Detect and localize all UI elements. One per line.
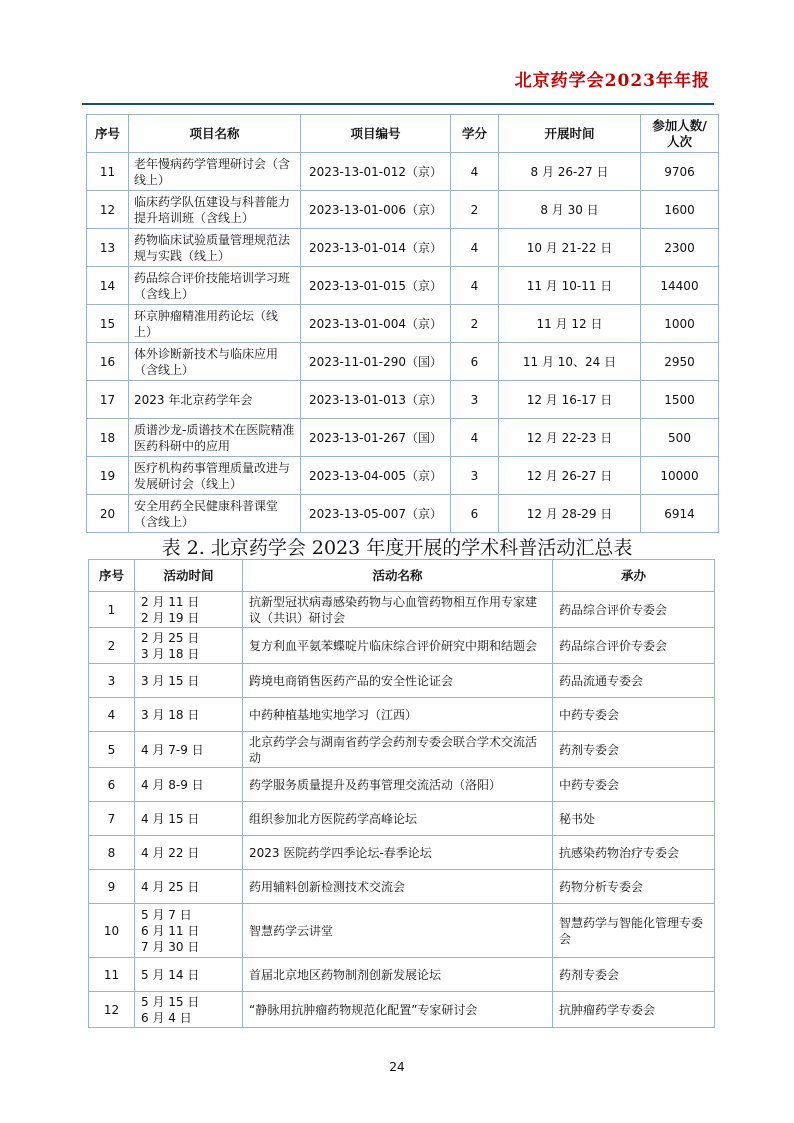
cell-credit: 4 bbox=[451, 153, 499, 191]
date-line: 7 月 30 日 bbox=[141, 939, 200, 954]
cell-organizer: 抗感染药物治疗专委会 bbox=[553, 836, 715, 870]
table-header-row bbox=[87, 115, 719, 153]
cell-no: 13 bbox=[87, 229, 129, 267]
cell-organizer: 药剂专委会 bbox=[553, 958, 715, 992]
col-header-no: 序号 bbox=[89, 560, 135, 592]
cell-activity: 药学服务质量提升及药事管理交流活动（洛阳） bbox=[243, 768, 553, 802]
cell-time: 8 月 30 日 bbox=[499, 191, 641, 229]
cell-credit: 4 bbox=[451, 267, 499, 305]
table-row bbox=[87, 267, 719, 305]
cell-credit: 4 bbox=[451, 229, 499, 267]
cell-no: 9 bbox=[89, 870, 135, 904]
date-line: 5 月 7 日 bbox=[141, 907, 192, 922]
cell-activity: 北京药学会与湖南省药学会药剂专委会联合学术交流活动 bbox=[243, 732, 553, 768]
cell-count: 9706 bbox=[641, 153, 719, 191]
table-row bbox=[89, 802, 715, 836]
date-line: 5 月 15 日 bbox=[141, 994, 200, 1009]
cell-dates bbox=[135, 802, 243, 836]
cell-time: 12 月 26-27 日 bbox=[499, 457, 641, 495]
cell-no: 16 bbox=[87, 343, 129, 381]
cell-no: 11 bbox=[87, 153, 129, 191]
table-row bbox=[89, 992, 715, 1028]
cell-code: 2023-13-01-006（京） bbox=[301, 191, 451, 229]
table-row bbox=[89, 870, 715, 904]
cell-time: 10 月 21-22 日 bbox=[499, 229, 641, 267]
table-row bbox=[87, 419, 719, 457]
table-row bbox=[89, 698, 715, 732]
cell-name: 药物临床试验质量管理规范法规与实践（线上） bbox=[129, 229, 301, 267]
table-row bbox=[89, 732, 715, 768]
cell-credit: 3 bbox=[451, 381, 499, 419]
cell-count: 500 bbox=[641, 419, 719, 457]
cell-organizer: 中药专委会 bbox=[553, 698, 715, 732]
table-row bbox=[87, 343, 719, 381]
col-header-code: 项目编号 bbox=[301, 115, 451, 153]
cell-credit: 6 bbox=[451, 495, 499, 533]
col-header-time: 开展时间 bbox=[499, 115, 641, 153]
cell-time: 11 月 10、24 日 bbox=[499, 343, 641, 381]
cell-name: 临床药学队伍建设与科普能力提升培训班（含线上） bbox=[129, 191, 301, 229]
cell-count: 10000 bbox=[641, 457, 719, 495]
cell-organizer: 中药专委会 bbox=[553, 768, 715, 802]
cell-dates bbox=[135, 904, 243, 958]
cell-activity: 抗新型冠状病毒感染药物与心血管药物相互作用专家建议（共识）研讨会 bbox=[243, 592, 553, 628]
cell-organizer: 抗肿瘤药学专委会 bbox=[553, 992, 715, 1028]
col-header-dates: 活动时间 bbox=[135, 560, 243, 592]
cell-dates bbox=[135, 836, 243, 870]
cell-no: 3 bbox=[89, 664, 135, 698]
date-line: 6 月 11 日 bbox=[141, 923, 200, 938]
cell-name: 医疗机构药事管理质量改进与发展研讨会（线上） bbox=[129, 457, 301, 495]
cell-name: 环京肿瘤精准用药论坛（线上） bbox=[129, 305, 301, 343]
table-row bbox=[89, 958, 715, 992]
cell-credit: 3 bbox=[451, 457, 499, 495]
cell-dates bbox=[135, 628, 243, 664]
activity-table bbox=[88, 559, 715, 1028]
date-line: 2 月 11 日 bbox=[141, 594, 200, 609]
table-header-row bbox=[89, 560, 715, 592]
cell-dates bbox=[135, 664, 243, 698]
table-row bbox=[87, 457, 719, 495]
table-caption: 表 2. 北京药学会 2023 年度开展的学术科普活动汇总表 bbox=[161, 537, 633, 559]
cell-organizer: 药剂专委会 bbox=[553, 732, 715, 768]
cell-no: 17 bbox=[87, 381, 129, 419]
table-row bbox=[87, 191, 719, 229]
cell-organizer: 药品流通专委会 bbox=[553, 664, 715, 698]
date-line: 4 月 15 日 bbox=[141, 811, 200, 826]
cell-no: 5 bbox=[89, 732, 135, 768]
cell-dates bbox=[135, 768, 243, 802]
cell-name: 体外诊断新技术与临床应用（含线上） bbox=[129, 343, 301, 381]
cell-code: 2023-13-05-007（京） bbox=[301, 495, 451, 533]
cell-dates bbox=[135, 870, 243, 904]
col-header-activity: 活动名称 bbox=[243, 560, 553, 592]
col-header-no: 序号 bbox=[87, 115, 129, 153]
cell-organizer: 智慧药学与智能化管理专委会 bbox=[553, 904, 715, 958]
table-row bbox=[89, 904, 715, 958]
cell-no: 11 bbox=[89, 958, 135, 992]
cell-name: 2023 年北京药学年会 bbox=[129, 381, 301, 419]
cell-activity: 药用辅料创新检测技术交流会 bbox=[243, 870, 553, 904]
col-header-count: 参加人数/人次 bbox=[641, 115, 719, 153]
cell-activity: “静脉用抗肿瘤药物规范化配置”专家研讨会 bbox=[243, 992, 553, 1028]
cell-activity: 首届北京地区药物制剂创新发展论坛 bbox=[243, 958, 553, 992]
cell-dates bbox=[135, 592, 243, 628]
cell-activity: 跨境电商销售医药产品的安全性论证会 bbox=[243, 664, 553, 698]
cell-code: 2023-13-01-013（京） bbox=[301, 381, 451, 419]
cell-no: 1 bbox=[89, 592, 135, 628]
cell-time: 8 月 26-27 日 bbox=[499, 153, 641, 191]
cell-no: 7 bbox=[89, 802, 135, 836]
cell-time: 12 月 22-23 日 bbox=[499, 419, 641, 457]
cell-no: 14 bbox=[87, 267, 129, 305]
date-line: 3 月 18 日 bbox=[141, 646, 200, 661]
col-header-name: 项目名称 bbox=[129, 115, 301, 153]
cell-dates bbox=[135, 732, 243, 768]
table-row bbox=[89, 768, 715, 802]
cell-code: 2023-13-01-015（京） bbox=[301, 267, 451, 305]
cell-time: 12 月 28-29 日 bbox=[499, 495, 641, 533]
cell-no: 6 bbox=[89, 768, 135, 802]
cell-activity: 复方利血平氨苯蝶啶片临床综合评价研究中期和结题会 bbox=[243, 628, 553, 664]
cell-name: 安全用药全民健康科普课堂（含线上） bbox=[129, 495, 301, 533]
table-row bbox=[87, 305, 719, 343]
cell-count: 14400 bbox=[641, 267, 719, 305]
cell-activity: 2023 医院药学四季论坛-春季论坛 bbox=[243, 836, 553, 870]
cell-code: 2023-13-01-014（京） bbox=[301, 229, 451, 267]
report-header-title: 北京药学会2023年年报 bbox=[514, 71, 710, 91]
cell-code: 2023-13-01-267（国） bbox=[301, 419, 451, 457]
col-header-organizer: 承办 bbox=[553, 560, 715, 592]
table-row bbox=[87, 153, 719, 191]
cell-credit: 2 bbox=[451, 305, 499, 343]
table-row bbox=[87, 229, 719, 267]
cell-code: 2023-13-04-005（京） bbox=[301, 457, 451, 495]
cell-name: 药品综合评价技能培训学习班（含线上） bbox=[129, 267, 301, 305]
cell-dates bbox=[135, 992, 243, 1028]
date-line: 4 月 8-9 日 bbox=[141, 777, 204, 792]
page-number: 24 bbox=[389, 1060, 405, 1074]
cell-name: 质谱沙龙-质谱技术在医院精准医药科研中的应用 bbox=[129, 419, 301, 457]
table-row bbox=[89, 664, 715, 698]
table-row bbox=[87, 495, 719, 533]
cell-no: 2 bbox=[89, 628, 135, 664]
col-header-credit: 学分 bbox=[451, 115, 499, 153]
cell-code: 2023-13-01-004（京） bbox=[301, 305, 451, 343]
date-line: 3 月 15 日 bbox=[141, 673, 200, 688]
cell-time: 11 月 10-11 日 bbox=[499, 267, 641, 305]
date-line: 2 月 25 日 bbox=[141, 630, 200, 645]
cell-activity: 中药种植基地实地学习（江西） bbox=[243, 698, 553, 732]
table-row bbox=[87, 381, 719, 419]
cell-organizer: 药品综合评价专委会 bbox=[553, 628, 715, 664]
cell-count: 2950 bbox=[641, 343, 719, 381]
cell-organizer: 药物分析专委会 bbox=[553, 870, 715, 904]
cell-no: 8 bbox=[89, 836, 135, 870]
cell-count: 1000 bbox=[641, 305, 719, 343]
date-line: 3 月 18 日 bbox=[141, 707, 200, 722]
date-line: 6 月 4 日 bbox=[141, 1010, 192, 1025]
cell-organizer: 药品综合评价专委会 bbox=[553, 592, 715, 628]
date-line: 2 月 19 日 bbox=[141, 610, 200, 625]
cell-organizer: 秘书处 bbox=[553, 802, 715, 836]
cell-count: 1600 bbox=[641, 191, 719, 229]
cell-dates bbox=[135, 958, 243, 992]
cell-name: 老年慢病药学管理研讨会（含线上） bbox=[129, 153, 301, 191]
cell-no: 20 bbox=[87, 495, 129, 533]
table-row bbox=[89, 628, 715, 664]
cell-code: 2023-11-01-290（国） bbox=[301, 343, 451, 381]
cell-time: 11 月 12 日 bbox=[499, 305, 641, 343]
cell-credit: 2 bbox=[451, 191, 499, 229]
cell-credit: 6 bbox=[451, 343, 499, 381]
header-divider bbox=[82, 103, 714, 105]
table-row bbox=[89, 592, 715, 628]
cell-activity: 智慧药学云讲堂 bbox=[243, 904, 553, 958]
cell-code: 2023-13-01-012（京） bbox=[301, 153, 451, 191]
date-line: 4 月 22 日 bbox=[141, 845, 200, 860]
cell-count: 6914 bbox=[641, 495, 719, 533]
cell-no: 10 bbox=[89, 904, 135, 958]
date-line: 5 月 14 日 bbox=[141, 967, 200, 982]
cell-no: 12 bbox=[87, 191, 129, 229]
cell-activity: 组织参加北方医院药学高峰论坛 bbox=[243, 802, 553, 836]
project-table bbox=[86, 114, 719, 533]
cell-no: 18 bbox=[87, 419, 129, 457]
cell-no: 12 bbox=[89, 992, 135, 1028]
table-row bbox=[89, 836, 715, 870]
cell-count: 1500 bbox=[641, 381, 719, 419]
cell-no: 4 bbox=[89, 698, 135, 732]
cell-count: 2300 bbox=[641, 229, 719, 267]
cell-no: 19 bbox=[87, 457, 129, 495]
cell-credit: 4 bbox=[451, 419, 499, 457]
date-line: 4 月 25 日 bbox=[141, 879, 200, 894]
cell-dates bbox=[135, 698, 243, 732]
cell-no: 15 bbox=[87, 305, 129, 343]
date-line: 4 月 7-9 日 bbox=[141, 742, 204, 757]
cell-time: 12 月 16-17 日 bbox=[499, 381, 641, 419]
